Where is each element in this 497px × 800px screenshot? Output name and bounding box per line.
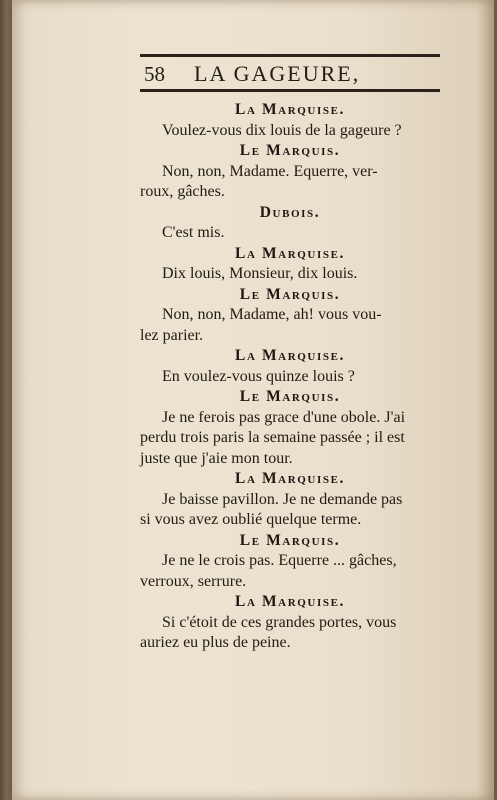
dialogue-line: juste que j'aie mon tour. (140, 449, 293, 467)
dialogue-line: perdu trois paris la semaine passée ; il est (140, 429, 405, 446)
speaker-name: Le Marquis. (239, 142, 341, 159)
dialogue-line: auriez eu plus de peine. (140, 634, 291, 651)
speaker-name: La Marquise. (235, 244, 345, 262)
speaker-name: Le Marquis. (239, 531, 341, 549)
speaker-name: Dubois. (259, 203, 321, 221)
dialogue-line: si vous avez oublié quelque terme. (140, 511, 362, 528)
dialogue-line: Je ne ferois pas grace d'une obole. J'ai (162, 408, 406, 426)
header-rule-top (140, 54, 440, 57)
page-edge-shadow (476, 0, 494, 800)
dialogue-line: En voulez-vous quinze louis ? (162, 367, 355, 385)
header-rule-bottom (140, 89, 440, 92)
dialogue-line: Voulez-vous dix louis de la gageure ? (162, 121, 402, 139)
play-text (140, 100, 440, 654)
page-number: 58 (144, 62, 165, 86)
speaker-name: La Marquise. (235, 347, 345, 364)
running-header (140, 60, 440, 88)
dialogue-line: roux, gâches. (140, 183, 225, 200)
speaker-name: Le Marquis. (239, 388, 341, 405)
dialogue-line: Je baisse pavillon. Je ne demande pas (162, 490, 403, 508)
speaker-name: La Marquise. (235, 470, 345, 487)
dialogue-line: Non, non, Madame, ah! vous vou- (162, 306, 382, 323)
dialogue-line: lez parier. (140, 326, 204, 344)
dialogue-line: Dix louis, Monsieur, dix louis. (162, 265, 358, 282)
speaker-name: La Marquise. (235, 593, 345, 610)
dialogue-line: C'est mis. (162, 224, 225, 241)
dialogue-line: verroux, serrure. (140, 572, 247, 590)
dialogue-line: Non, non, Madame. Equerre, ver- (162, 162, 378, 180)
running-title: LA GAGEURE, (194, 61, 361, 86)
dialogue-line: Si c'étoit de ces grandes portes, vous (162, 613, 397, 631)
speaker-name: La Marquise. (235, 101, 345, 118)
speaker-name: Le Marquis. (239, 285, 341, 303)
dialogue-line: Je ne le crois pas. Equerre ... gâches, (162, 552, 397, 569)
